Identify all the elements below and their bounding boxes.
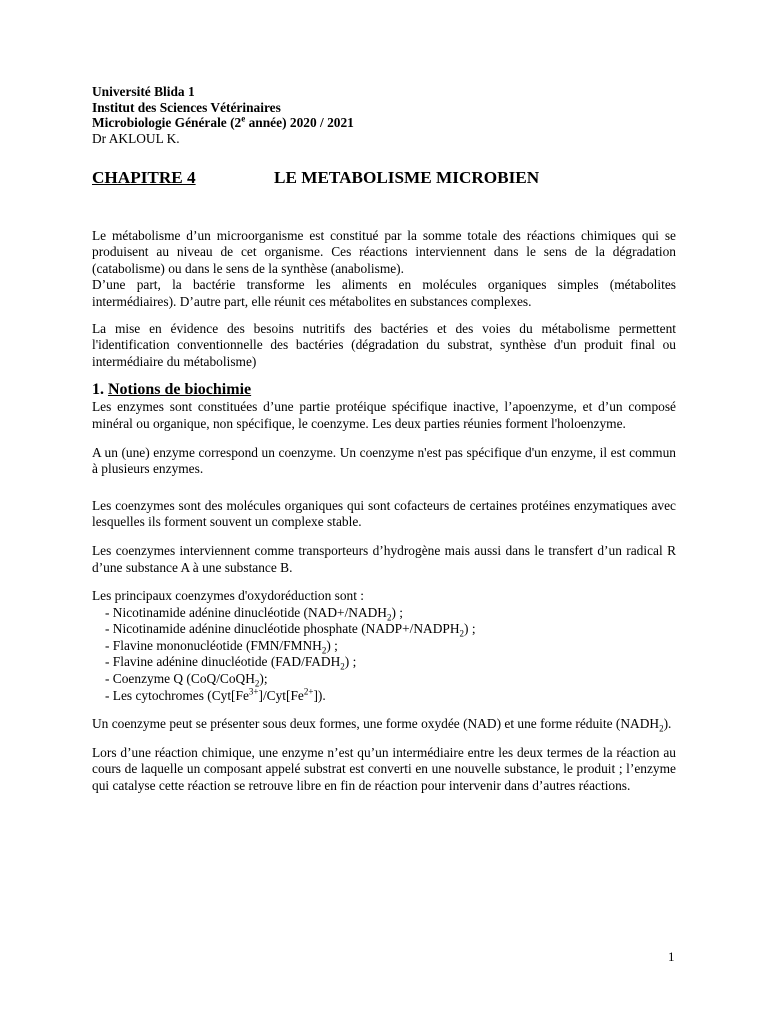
section-1-paragraph-4: Les coenzymes interviennent comme transporteurs d’hydrogène mais aussi dans le transfert d’un radical R d’une substance A à une substance B. <box>92 542 676 575</box>
section-1-number: 1. <box>92 381 108 399</box>
list-item-text: - Flavine adénine dinucléotide (FAD/FADH <box>105 654 341 670</box>
list-item-superscript: 2+ <box>303 686 314 697</box>
list-item-text-middle: ]/Cyt[Fe <box>258 687 304 703</box>
institute-name: Institut des Sciences Vétérinaires <box>92 99 281 115</box>
course-suffix: année) 2020 / 2021 <box>245 115 354 130</box>
list-item-subscript: 2 <box>386 612 392 623</box>
author-name: Dr AKLOUL K. <box>92 130 180 146</box>
document-header <box>92 84 676 146</box>
chapter-heading <box>92 170 676 187</box>
course-line <box>92 115 676 131</box>
list-item-text: - Les cytochromes (Cyt[Fe <box>105 687 249 703</box>
list-item-text: - Nicotinamide adénine dinucléotide (NAD+/NADH <box>105 604 387 620</box>
list-item <box>105 654 676 671</box>
course-superscript: e <box>241 113 246 124</box>
list-item-text-end: ) ; <box>344 654 357 670</box>
list-item-text: - Nicotinamide adénine dinucléotide phosphate (NADP+/NADPH <box>105 621 460 637</box>
intro-paragraph-3: La mise en évidence des besoins nutritifs des bactéries et des voies du métabolisme permettent l'identification conventionnelle des bactéries (dégradation du substrat, synthèse d'un produit final ou intermédiaire du métabolisme) <box>92 320 676 369</box>
section-1-paragraph-5 <box>92 716 676 733</box>
list-item-superscript: 3+ <box>248 686 259 697</box>
university-name: Université Blida 1 <box>92 84 195 99</box>
list-item-subscript: 2 <box>254 678 260 689</box>
list-item-text-end: ); <box>259 671 268 687</box>
page-number: 1 <box>668 949 675 964</box>
section-1-title: Notions de biochimie <box>108 381 252 399</box>
list-item-text: - Coenzyme Q (CoQ/CoQH <box>105 671 255 687</box>
section-1-paragraph-6: Lors d’une réaction chimique, une enzyme n’est qu’un intermédiaire entre les deux termes de la réaction au cours de laquelle un composant appelé substrat est converti en une nouvelle substance, le produit ; l’enzyme qui catalyse cette réaction se retrouve libre en fin de réaction pour intervenir dans d’autres réactions. <box>92 744 676 794</box>
chapter-title: LE METABOLISME MICROBIEN <box>274 168 540 187</box>
course-prefix: Microbiologie Générale (2 <box>92 115 242 130</box>
coenzyme-list-intro: Les principaux coenzymes d'oxydoréduction sont : <box>92 588 365 604</box>
list-item-text-end: ]). <box>313 687 326 703</box>
list-item-subscript: 2 <box>340 662 345 673</box>
list-item <box>105 605 676 622</box>
list-item-subscript: 2 <box>321 645 327 656</box>
list-item-text-end: ) ; <box>391 604 404 620</box>
chapter-number: CHAPITRE 4 <box>92 168 196 187</box>
list-item-subscript: 2 <box>459 628 465 639</box>
document-page <box>92 84 676 795</box>
list-item <box>105 671 676 688</box>
list-item <box>105 621 676 638</box>
section-1-heading <box>92 381 676 399</box>
list-item-text-end: ) ; <box>464 621 476 637</box>
intro-paragraph-2: D’une part, la bactérie transforme les aliments en molécules organiques simples (métabolites intermédiaires). D’autre part, elle réunit ces métabolites en substances complexes. <box>92 277 676 309</box>
section-1-paragraph-2: A un (une) enzyme correspond un coenzyme. Un coenzyme n'est pas spécifique d'un enzyme, il est commun à plusieurs enzymes. <box>92 444 676 477</box>
paragraph-text: Un coenzyme peut se présenter sous deux formes, une forme oxydée (NAD) et une forme réduite (NADH <box>92 716 660 732</box>
list-item-text-end: ) ; <box>326 637 338 653</box>
list-item-text: - Flavine mononucléotide (FMN/FMNH <box>105 637 322 653</box>
paragraph-text-end: ). <box>663 716 672 732</box>
intro-paragraph-1: Le métabolisme d’un microorganisme est constitué par la somme totale des réactions chimiques qui se produisent au niveau de cet organisme. Ces réactions interviennent dans le sens de la dégradation (catabolisme) ou dans le sens de la synthèse (anabolisme). <box>92 227 676 276</box>
coenzyme-list <box>92 605 676 705</box>
section-1-paragraph-3: Les coenzymes sont des molécules organiques qui sont cofacteurs de certaines protéines enzymatiques avec lesquelles ils forment souvent un complexe stable. <box>92 497 676 530</box>
list-item <box>105 688 676 705</box>
paragraph-subscript: 2 <box>659 723 664 734</box>
list-item <box>105 638 676 655</box>
section-1-paragraph-1: Les enzymes sont constituées d’une partie protéique spécifique inactive, l’apoenzyme, et d’un composé minéral ou organique, non spécifique, le coenzyme. Les deux parties réunies forment l'holoenzyme. <box>92 399 676 431</box>
